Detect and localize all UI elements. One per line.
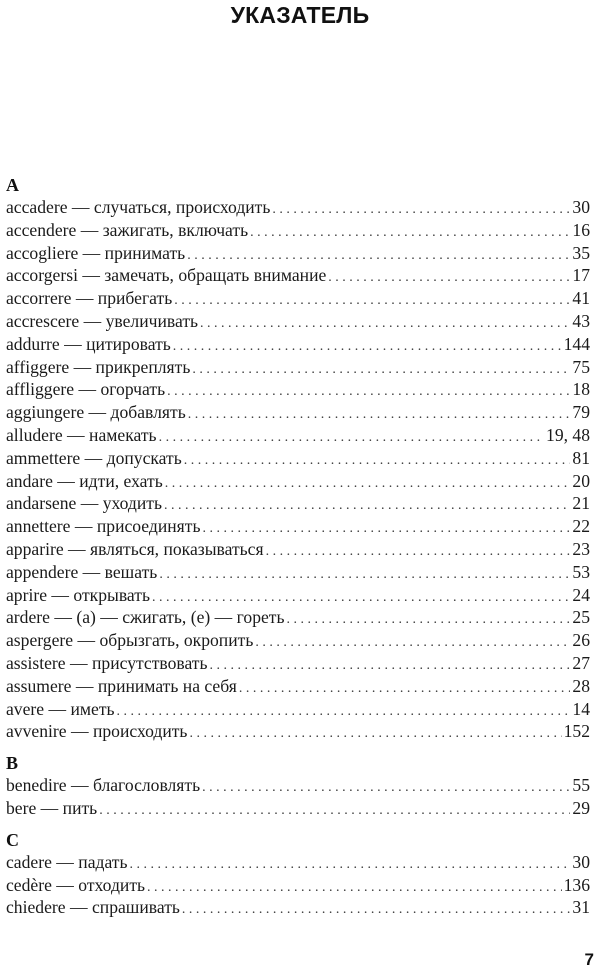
entry-page: 136 bbox=[563, 874, 590, 895]
entry-page: 22 bbox=[572, 516, 590, 537]
index-entry bbox=[6, 538, 590, 561]
entry-term: bere — пить bbox=[6, 797, 98, 818]
entry-page: 16 bbox=[572, 219, 590, 240]
index-entry bbox=[6, 874, 590, 897]
index-entry bbox=[6, 470, 590, 493]
index-entry bbox=[6, 774, 590, 797]
entry-term: appendere — вешать bbox=[6, 561, 158, 582]
entry-term: andarsene — уходить bbox=[6, 493, 163, 514]
index-entry bbox=[6, 242, 590, 265]
index-entry bbox=[6, 356, 590, 379]
dot-leader bbox=[173, 336, 562, 359]
entry-page: 43 bbox=[572, 310, 590, 331]
entry-page: 23 bbox=[572, 538, 590, 559]
entry-page: 24 bbox=[572, 584, 590, 605]
index-entry bbox=[6, 492, 590, 515]
entry-page: 75 bbox=[572, 356, 590, 377]
entry-page: 25 bbox=[572, 607, 590, 628]
dot-leader bbox=[272, 199, 570, 222]
entry-term: addurre — цитировать bbox=[6, 333, 171, 354]
index-list bbox=[6, 174, 590, 919]
index-entry bbox=[6, 287, 590, 310]
entry-term: andare — идти, ехать bbox=[6, 470, 163, 491]
entry-page: 20 bbox=[572, 470, 590, 491]
index-entry bbox=[6, 629, 590, 652]
dot-leader bbox=[192, 359, 570, 382]
dot-leader bbox=[165, 473, 571, 496]
index-entry bbox=[6, 561, 590, 584]
entry-page: 81 bbox=[572, 447, 590, 468]
dot-leader bbox=[287, 609, 571, 632]
entry-page: 27 bbox=[572, 652, 590, 673]
entry-page: 55 bbox=[572, 775, 590, 796]
section-letter: C bbox=[6, 829, 19, 850]
index-entry bbox=[6, 424, 590, 447]
dot-leader bbox=[255, 632, 570, 655]
entry-page: 17 bbox=[572, 265, 590, 286]
dot-leader bbox=[189, 723, 561, 746]
entry-term: ardere — (a) — сжигать, (e) — гореть bbox=[6, 607, 285, 628]
index-entry bbox=[6, 196, 590, 219]
index-entry bbox=[6, 219, 590, 242]
dot-leader bbox=[164, 495, 570, 518]
dot-leader bbox=[99, 800, 570, 823]
entry-page: 79 bbox=[572, 402, 590, 423]
entry-term: accorgersi — замечать, обращать внимание bbox=[6, 265, 327, 286]
dot-leader bbox=[182, 899, 571, 922]
entry-page: 29 bbox=[572, 797, 590, 818]
entry-term: assumere — принимать на себя bbox=[6, 675, 237, 696]
entry-page: 31 bbox=[572, 897, 590, 918]
dot-leader bbox=[202, 777, 570, 800]
index-entry bbox=[6, 675, 590, 698]
section-letter: B bbox=[6, 753, 19, 774]
dot-leader bbox=[167, 381, 570, 404]
index-entry bbox=[6, 378, 590, 401]
dot-leader bbox=[147, 877, 562, 900]
entry-page: 30 bbox=[572, 851, 590, 872]
index-entry bbox=[6, 584, 590, 607]
entry-term: accorrere — прибегать bbox=[6, 288, 173, 309]
dot-leader bbox=[130, 854, 571, 877]
index-entry bbox=[6, 515, 590, 538]
entry-term: alludere — намекать bbox=[6, 424, 157, 445]
entry-term: aggiungere — добавлять bbox=[6, 402, 186, 423]
entry-page: 152 bbox=[563, 721, 590, 742]
index-entry bbox=[6, 720, 590, 743]
entry-term: chiedere — спрашивать bbox=[6, 897, 180, 918]
entry-term: cadere — падать bbox=[6, 851, 128, 872]
dot-leader bbox=[184, 450, 571, 473]
index-entry bbox=[6, 652, 590, 675]
index-entry bbox=[6, 698, 590, 721]
entry-term: aspergere — обрызгать, окропить bbox=[6, 630, 254, 651]
entry-term: avere — иметь bbox=[6, 698, 115, 719]
entry-term: affliggere — огорчать bbox=[6, 379, 166, 400]
dot-leader bbox=[266, 541, 571, 564]
index-entry bbox=[6, 401, 590, 424]
entry-page: 18 bbox=[572, 379, 590, 400]
entry-term: avvenire — происходить bbox=[6, 721, 188, 742]
index-entry bbox=[6, 797, 590, 820]
dot-leader bbox=[159, 427, 544, 450]
entry-term: assistere — присутствовать bbox=[6, 652, 208, 673]
section-letter: A bbox=[6, 175, 19, 195]
index-entry bbox=[6, 310, 590, 333]
entry-term: affiggere — прикреплять bbox=[6, 356, 191, 377]
index-entry bbox=[6, 333, 590, 356]
entry-page: 19, 48 bbox=[546, 424, 590, 445]
dot-leader bbox=[174, 290, 570, 313]
index-entry bbox=[6, 896, 590, 919]
dot-leader bbox=[250, 222, 570, 245]
entry-term: accogliere — принимать bbox=[6, 242, 186, 263]
entry-page: 14 bbox=[572, 698, 590, 719]
entry-term: cedère — отходить bbox=[6, 874, 146, 895]
entry-term: annettere — присоединять bbox=[6, 516, 201, 537]
index-entry bbox=[6, 851, 590, 874]
entry-term: accadere — случаться, происходить bbox=[6, 197, 271, 217]
entry-page: 144 bbox=[563, 333, 590, 354]
entry-page: 21 bbox=[572, 493, 590, 514]
dot-leader bbox=[200, 313, 570, 336]
index-entry bbox=[6, 606, 590, 629]
index-entry bbox=[6, 447, 590, 470]
entry-page: 35 bbox=[572, 242, 590, 263]
dot-leader bbox=[210, 655, 571, 678]
dot-leader bbox=[188, 404, 571, 427]
entry-page: 26 bbox=[572, 630, 590, 651]
entry-term: apparire — являться, показываться bbox=[6, 538, 264, 559]
entry-term: ammettere — допускать bbox=[6, 447, 182, 468]
index-section-b bbox=[6, 752, 590, 820]
dot-leader bbox=[328, 267, 570, 290]
entry-page: 28 bbox=[572, 675, 590, 696]
index-entry bbox=[6, 264, 590, 287]
dot-leader bbox=[239, 678, 571, 701]
page-title: УКАЗАТЕЛЬ bbox=[230, 2, 370, 28]
entry-term: aprire — открывать bbox=[6, 584, 150, 605]
dot-leader bbox=[159, 564, 570, 587]
entry-page: 53 bbox=[572, 561, 590, 582]
page-number: 7 bbox=[584, 950, 594, 969]
index-section-a bbox=[6, 174, 590, 743]
entry-term: benedire — благословлять bbox=[6, 775, 201, 796]
index-section-c bbox=[6, 829, 590, 919]
entry-term: accendere — зажигать, включать bbox=[6, 219, 249, 240]
entry-page: 30 bbox=[572, 197, 590, 217]
entry-page: 41 bbox=[572, 288, 590, 309]
entry-term: accrescere — увеличивать bbox=[6, 310, 199, 331]
